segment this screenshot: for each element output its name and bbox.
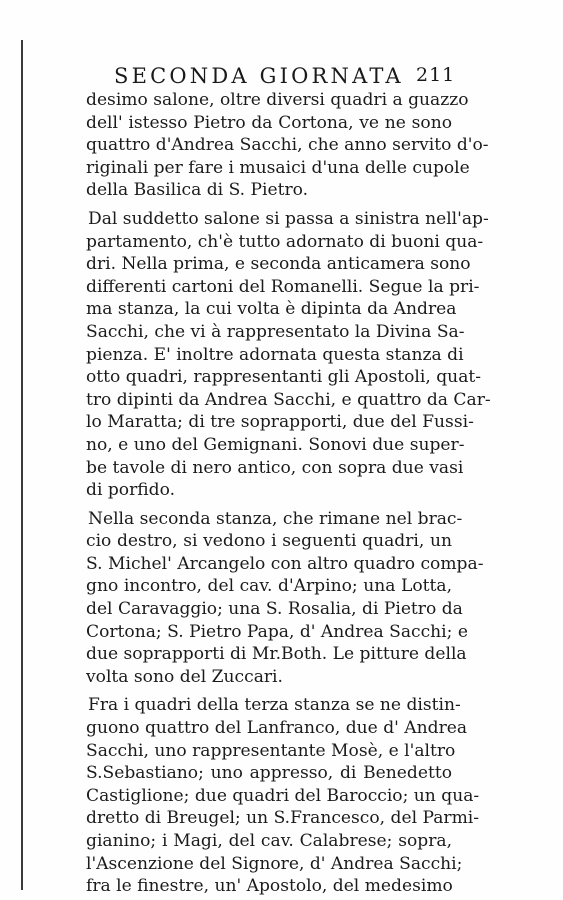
text-line: l'Ascenzione del Signore, d' Andrea Sacchi; <box>86 853 463 874</box>
text-line: della Basilica di S. Pietro. <box>86 180 309 201</box>
text-line: Nella seconda stanza, che rimane nel brac- <box>88 508 463 529</box>
running-head: SECONDA GIORNATA <box>114 64 404 88</box>
paragraph <box>86 694 480 897</box>
text-line: Sacchi, che vi à rappresentato la Divina Sa- <box>86 321 465 342</box>
text-line: Castiglione; due quadri del Baroccio; un qua- <box>86 785 480 806</box>
text-line: otto quadri, rappresentanti gli Apostoli, quat- <box>86 367 482 388</box>
text-line: no, e uno del Gemignani. Sonovi due super- <box>86 434 465 455</box>
text-line: Dal suddetto salone si passa a sinistra nell'ap- <box>88 208 489 229</box>
text-line: pienza. E' inoltre adornata questa stanza di <box>86 344 464 365</box>
paragraph <box>86 508 484 689</box>
text-line: S.Sebastiano; uno appresso, di Benedetto <box>86 763 452 784</box>
page-number: 211 <box>416 64 456 86</box>
text-line: desimo salone, oltre diversi quadri a guazzo <box>86 90 469 110</box>
text-line: guono quattro del Lanfranco, due d' Andrea <box>86 718 468 739</box>
text-line: dretto di Breugel; un S.Francesco, del Parmi- <box>86 808 480 829</box>
paragraph <box>86 208 491 502</box>
text-line: lo Maratta; di tre soprapporti, due del Fussi- <box>86 412 474 433</box>
text-line: riginali per fare i musaici d'una delle cupole <box>86 157 470 178</box>
text-line: dell' istesso Pietro da Cortona, ve ne sono <box>86 112 452 133</box>
text-line: gno incontro, del cav. d'Arpino; una Lotta, <box>86 576 452 597</box>
text-line: quattro d'Andrea Sacchi, che anno servito d'o- <box>86 135 489 156</box>
text-line: ma stanza, la cui volta è dipinta da Andrea <box>86 299 457 320</box>
text-line: be tavole di nero antico, con sopra due vasi <box>86 457 464 478</box>
text-line: tro dipinti da Andrea Sacchi, e quattro da Car- <box>86 389 491 410</box>
text-line: fra le finestre, un' Apostolo, del medesimo <box>86 876 453 897</box>
text-line: due soprapporti di Mr.Both. Le pitture della <box>86 644 467 665</box>
text-line: cio destro, si vedono i seguenti quadri, un <box>86 531 452 552</box>
paragraph <box>86 89 489 202</box>
text-line: Fra i quadri della terza stanza se ne distin- <box>88 695 461 716</box>
text-line: volta sono del Zuccari. <box>86 666 283 687</box>
text-line: Sacchi, uno rappresentante Mosè, e l'altro <box>86 740 456 761</box>
text-line: partamento, ch'è tutto adornato di buoni qua- <box>86 231 484 252</box>
text-line: dri. Nella prima, e seconda anticamera sono <box>86 254 471 275</box>
text-line: gianino; i Magi, del cav. Calabrese; sopra, <box>86 831 452 851</box>
text-line: del Caravaggio; una S. Rosalia, di Pietro da <box>86 599 463 620</box>
text-line: S. Michel' Arcangelo con altro quadro compa- <box>86 553 484 574</box>
text-line: di porfido. <box>86 480 176 501</box>
body-text <box>86 89 491 898</box>
text-line: Cortona; S. Pietro Papa, d' Andrea Sacchi; e <box>86 621 468 642</box>
binding-edge-line <box>21 40 23 890</box>
text-line: differenti cartoni del Romanelli. Segue la pri- <box>86 276 480 297</box>
